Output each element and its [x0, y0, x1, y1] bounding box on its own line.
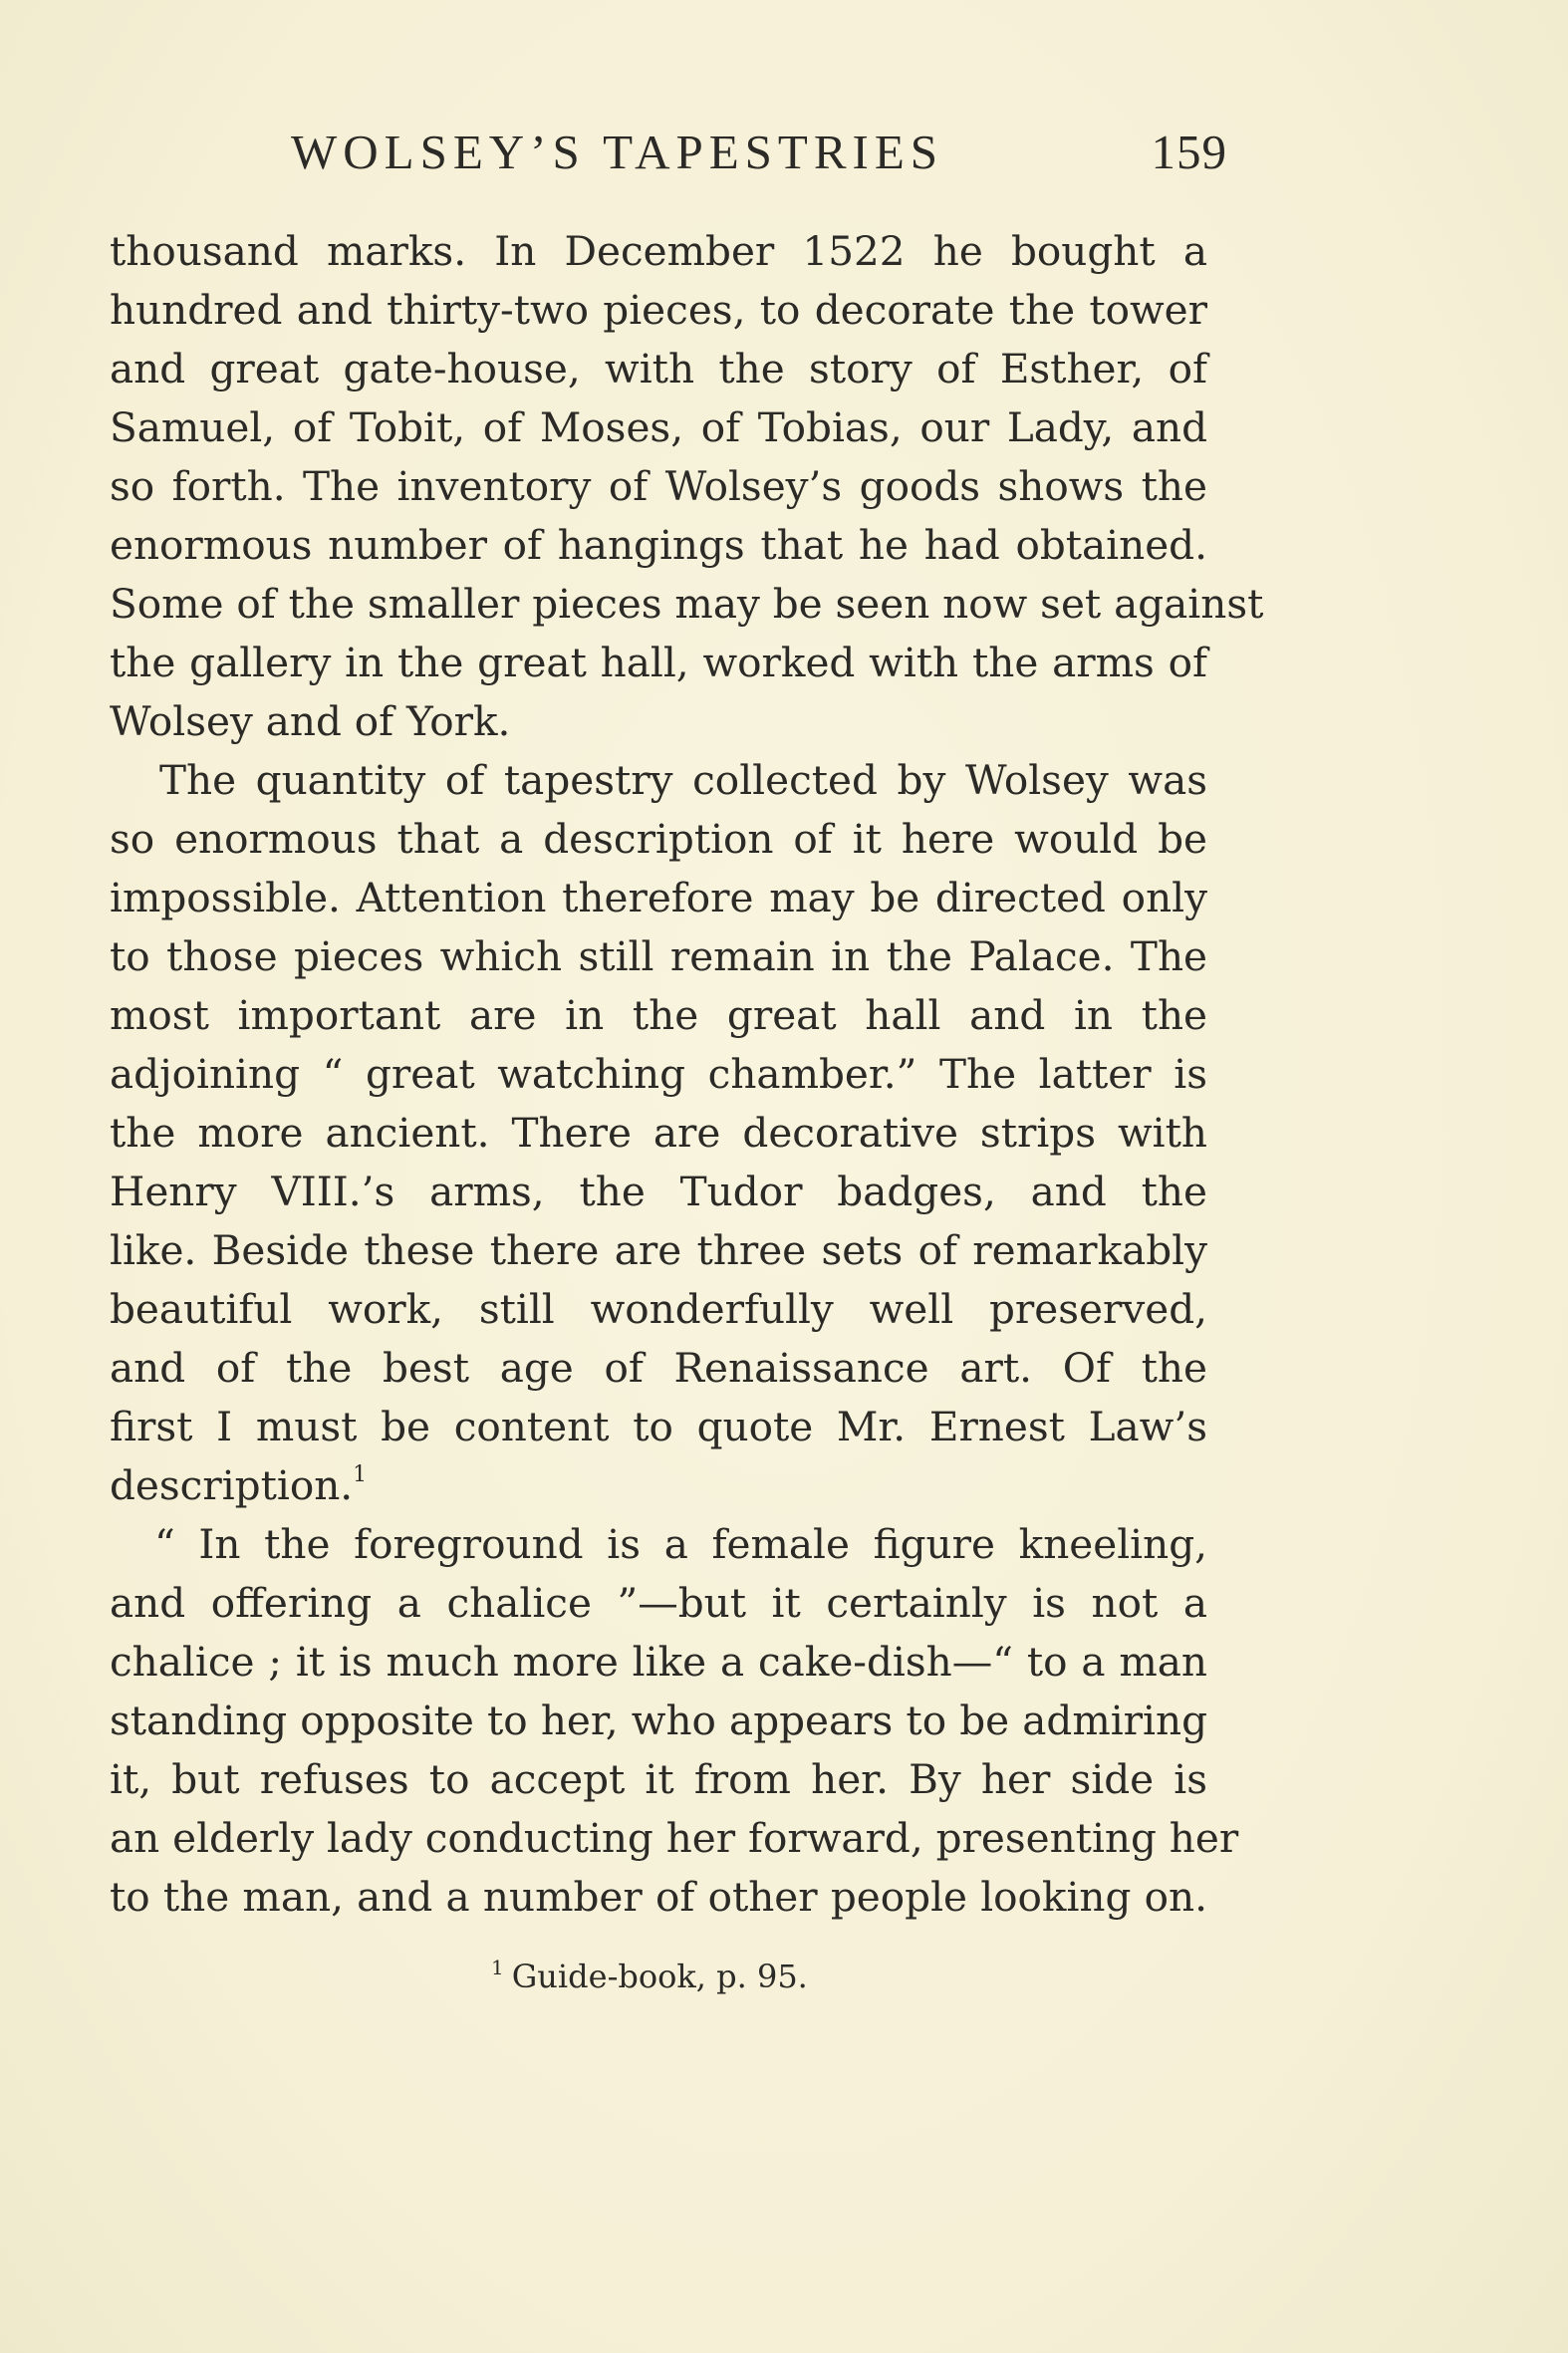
text-line: the gallery in the great hall, worked with the arms of: [110, 639, 1207, 686]
text-line: “ In the foreground is a female figure kneeling,: [154, 1520, 1207, 1568]
text-line-with-footnote: [110, 1456, 1207, 1515]
text-line: Wolsey and of York.: [110, 697, 511, 745]
text-line: adjoining “ great watching chamber.” The latter is: [110, 1050, 1207, 1098]
page-header: [291, 118, 1227, 187]
footnote-text: Guide-book, p. 95.: [511, 1958, 808, 1995]
text-line: beautiful work, still wonderfully well preserved,: [110, 1285, 1207, 1333]
page-number: 159: [1151, 125, 1227, 179]
footnote-marker: 1: [491, 1956, 504, 1979]
text-line: hundred and thirty-two pieces, to decorate the tower: [110, 286, 1207, 334]
text-line: and offering a chalice ”—but it certainly is not a: [110, 1579, 1207, 1627]
text-line: to those pieces which still remain in the Palace. The: [110, 932, 1207, 980]
text-line: thousand marks. In December 1522 he bought a: [110, 227, 1207, 275]
text-line: and of the best age of Renaissance art. Of the: [110, 1344, 1207, 1392]
text-line: so forth. The inventory of Wolsey’s goods shows the: [110, 462, 1207, 510]
running-head: WOLSEY’S TAPESTRIES: [291, 125, 944, 179]
text-line: The quantity of tapestry collected by Wolsey was: [159, 756, 1207, 804]
text-line: it, but refuses to accept it from her. By her side is: [110, 1755, 1207, 1803]
text-line: standing opposite to her, who appears to be admiring: [110, 1697, 1207, 1744]
text-line: Some of the smaller pieces may be seen now set against: [110, 580, 1264, 628]
text-line: first I must be content to quote Mr. Ernest Law’s: [110, 1403, 1207, 1450]
text-line: and great gate-house, with the story of Esther, of: [110, 345, 1207, 392]
text-line: most important are in the great hall and in the: [110, 991, 1207, 1039]
text-line: Henry VIII.’s arms, the Tudor badges, and the: [110, 1168, 1207, 1215]
text-line: an elderly lady conducting her forward, presenting her: [110, 1814, 1239, 1862]
body-text: [110, 222, 1264, 1927]
text-line: description.: [110, 1461, 354, 1509]
footnote: [491, 1946, 808, 1998]
text-line: to the man, and a number of other people looking on.: [110, 1873, 1207, 1921]
text-line: impossible. Attention therefore may be directed only: [110, 874, 1207, 921]
text-line: Samuel, of Tobit, of Moses, of Tobias, our Lady, and: [110, 403, 1207, 451]
text-line: so enormous that a description of it here would be: [110, 815, 1207, 863]
text-line: enormous number of hangings that he had obtained.: [110, 521, 1207, 569]
text-line: the more ancient. There are decorative strips with: [110, 1109, 1207, 1157]
footnote-reference: 1: [353, 1462, 368, 1487]
text-line: chalice ; it is much more like a cake-dish—“ to a man: [110, 1638, 1207, 1686]
text-line: like. Beside these there are three sets of remarkably: [110, 1226, 1207, 1274]
